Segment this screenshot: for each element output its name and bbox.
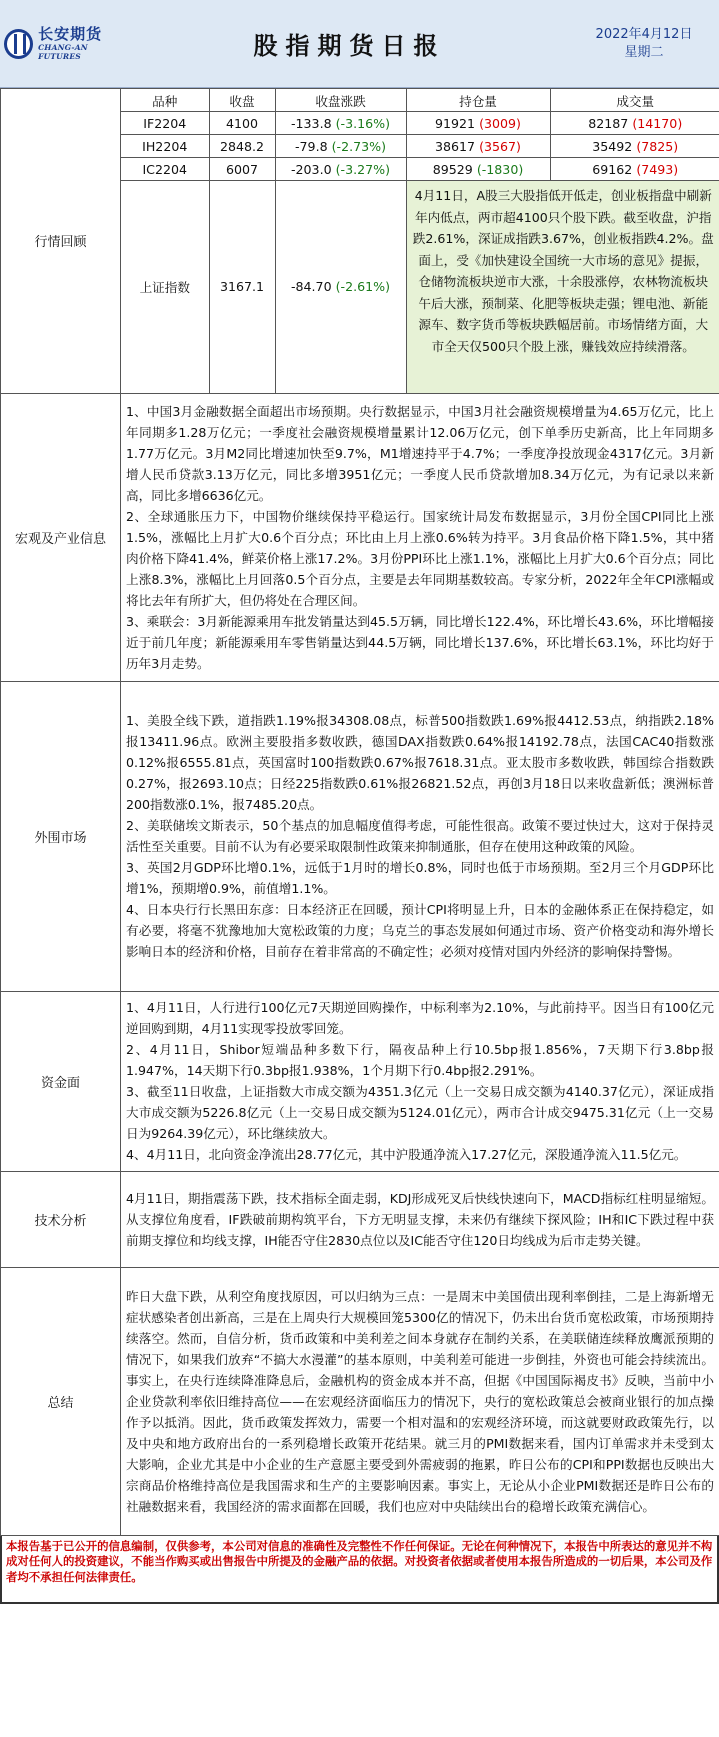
macro-content [121, 393, 719, 681]
close-change: -133.8 (-3.16%) [275, 112, 406, 135]
overseas-paragraph-3: 3、英国2月GDP环比增0.1%，远低于1月时的增长0.8%，同时也低于市场预期。至2月三个月GDP环比增1%，预期增0.9%，前值增1.1%。 [126, 860, 714, 896]
section-label-technical: 技术分析 [1, 1171, 121, 1267]
funds-content [121, 991, 719, 1171]
col-header-open-interest: 持仓量 [406, 89, 550, 112]
index-name: 上证指数 [121, 181, 209, 393]
report-date: 2022年4月12日 [595, 26, 693, 42]
index-row [121, 181, 719, 393]
col-header-name: 品种 [121, 89, 209, 112]
volume: 69162 (7493) [550, 158, 719, 181]
close-change: -79.8 (-2.73%) [275, 135, 406, 158]
volume: 82187 (14170) [550, 112, 719, 135]
report-header [0, 0, 719, 88]
report-table [0, 88, 719, 1536]
overseas-paragraph-1: 1、美股全线下跌，道指跌1.19%报34308.08点，标普500指数跌1.69%报4412.53点，纳指跌2.18%报13411.96点。欧洲主要股指多数收跌，德国DAX指数跌0.64%报14192.78点，法国CAC40指数涨0.12%报6555.81点，英国富时100指数跌0.67%报7618.31点。亚太股市多数收跌，韩国综合指数跌0.27%，报2693.10点；日经225指数跌0.61%报26821.52点，再创3月18日以来收盘新低；澳洲标普200指数涨0.1%，报7485.20点。 [126, 713, 714, 812]
open-interest: 89529 (-1830) [406, 158, 550, 181]
logo-chinese-name: 长安期货 [38, 25, 103, 43]
contract-name: IH2204 [121, 135, 209, 158]
close-price: 6007 [209, 158, 275, 181]
table-row [121, 135, 719, 158]
table-row [121, 112, 719, 135]
report-title: 股指期货日报 [253, 31, 446, 60]
market-commentary: 4月11日，A股三大股指低开低走，创业板指盘中刷新年内低点，两市超4100只个股下跌。截至收盘，沪指跌2.61%，深证成指跌3.67%，创业板指跌4.2%。盘面上，受《加快建设全国统一大市场的意见》提振，仓储物流板块逆市大涨，十余股涨停，农林物流板块午后大涨，预制菜、化肥等板块走强；锂电池、新能源车、数字货币等板块跌幅居前。市场情绪方面，大市全天仅500只个股上涨，赚钱效应持续滑落。 [406, 181, 719, 393]
close-change: -203.0 (-3.27%) [275, 158, 406, 181]
macro-paragraph-1: 1、中国3月金融数据全面超出市场预期。央行数据显示，中国3月社会融资规模增量为4.65万亿元，比上年同期多1.28万亿元；一季度社会融资规模增量累计12.06万亿元，创下单季历史新高，比上年同期多1.77万亿元。3月M2同比增速加快至9.7%，M1增速持平于4.7%；一季度净投放现金4317亿元。3月新增人民币贷款3.13万亿元，同比多增3951亿元；一季度人民币贷款增加8.34万亿元，为有记录以来新高，同比多增6636亿元。 [126, 403, 714, 503]
funds-paragraph-1: 1、4月11日，人行进行100亿元7天期逆回购操作，中标利率为2.10%，与此前持平。因当日有100亿元逆回购到期，4月11实现零投放零回笼。 [126, 1000, 714, 1036]
company-logo [0, 26, 130, 61]
table-row [121, 158, 719, 181]
contract-name: IF2204 [121, 112, 209, 135]
col-header-close: 收盘 [209, 89, 275, 112]
logo-emblem-icon [4, 29, 33, 59]
contract-name: IC2204 [121, 158, 209, 181]
index-change: -84.70 (-2.61%) [275, 181, 406, 393]
technical-content: 4月11日，期指震荡下跌，技术指标全面走弱，KDJ形成死叉后快线快速向下，MACD指标红柱明显缩短。从支撑位角度看，IF跌破前期构筑平台，下方无明显支撑，未来仍有继续下探风险；IH和IC下跌过程中获前期支撑位和均线支撑，IH能否守住2830点位以及IC能否守住120日均线成为后市走势关键。 [121, 1171, 719, 1267]
overseas-content [121, 681, 719, 991]
open-interest: 38617 (3567) [406, 135, 550, 158]
close-price: 4100 [209, 112, 275, 135]
section-label-overseas: 外围市场 [1, 681, 121, 991]
col-header-change: 收盘涨跌 [275, 89, 406, 112]
volume: 35492 (7825) [550, 135, 719, 158]
section-label-funds: 资金面 [1, 991, 121, 1171]
macro-paragraph-3: 3、乘联会：3月新能源乘用车批发销量达到45.5万辆，同比增长122.4%，环比增长43.6%，环比增幅接近于前几年度；新能源乘用车零售销量达到44.5万辆，同比增长137.6%，环比增长63.1%，环比均好于历年3月走势。 [126, 613, 714, 671]
overseas-paragraph-4: 4、日本央行行长黑田东彦：日本经济正在回暖，预计CPI将明显上升，日本的金融体系正在保持稳定，如有必要，将毫不犹豫地加大宽松政策的力度；乌克兰的事态发展如何通过市场、资产价格变动和海外增长影响日本的经济和价格，目前存在着非常高的不确定性；必须对疫情对国内外经济的影响保持警惕。 [126, 902, 714, 959]
close-price: 2848.2 [209, 135, 275, 158]
index-close: 3167.1 [209, 181, 275, 393]
report-weekday: 星期二 [624, 44, 664, 60]
quote-header-row [121, 89, 719, 112]
overseas-paragraph-2: 2、美联储埃文斯表示，50个基点的加息幅度值得考虑，可能性很高。政策不要过快过大，这对于保持灵活性至关重要。目前不认为有必要采取限制性政策来抑制通胀，但存在使用这种政策的风险。 [126, 818, 714, 854]
macro-paragraph-2: 2、全球通胀压力下，中国物价继续保持平稳运行。国家统计局发布数据显示，3月份全国CPI同比上涨1.5%，涨幅比上月扩大0.6个百分点；环比由上月上涨0.6%转为持平。3月食品价格下降1.5%，其中猪肉价格下降41.4%，鲜菜价格上涨17.2%。3月份PPI环比上涨1.1%，涨幅比上月扩大0.6个百分点；同比上涨8.3%，涨幅比上月回落0.5个百分点，主要是去年同期基数较高。专家分析，2022年全年CPI涨幅或将比去年有所扩大，但仍将处在合理区间。 [126, 508, 714, 608]
summary-content: 昨日大盘下跌，从利空角度找原因，可以归纳为三点：一是周末中美国债出现利率倒挂，二是上海新增无症状感染者创出新高，三是在上周央行大规模回笼5300亿的情况下，仍未出台货币宽松政策，市场预期持续落空。然而，自信分析，货币政策和中美利差之间本身就存在制约关系，在美联储连续释放鹰派预期的情况下，如果我们放弃“不搞大水漫灌”的基本原则，中美利差可能进一步倒挂，外资也可能会持续流出。事实上，在央行连续降准降息后，金融机构的资金成本并不高，但据《中国国际褐皮书》反映，当前中小企业贷款利率依旧维持高位——在宏观经济面临压力的情况下，央行的宽松政策总会被商业银行的加点操作予以抵消。因此，货币政策发挥效力，需要一个相对温和的宏观经济环境，而这就要财政政策先行，以及中央和地方政府出台的一系列稳增长政策开花结果。就三月的PMI数据来看，国内订单需求并未受到太大影响，企业尤其是中小企业的生产意愿主要受到外需疲弱的拖累，昨日公布的CPI和PPI数据也反映出大宗商品价格维持高位是我国需求和生产的主要影响因素。事实上，无论从小企业PMI数据还是昨日公布的社融数据来看，我国经济的需求面都在回暖，我们也应对中央陆续出台的稳增长政策充满信心。 [121, 1267, 719, 1535]
col-header-volume: 成交量 [550, 89, 719, 112]
funds-paragraph-3: 3、截至11日收盘，上证指数大市成交额为4351.3亿元（上一交易日成交额为4140.37亿元），深证成指大市成交额为5226.8亿元（上一交易日成交额为5124.01亿元），两市合计成交9475.31亿元（上一交易日为9264.39亿元），环比继续放大。 [126, 1084, 714, 1141]
disclaimer: 本报告基于已公开的信息编制，仅供参考，本公司对信息的准确性及完整性不作任何保证。无论在何种情况下，本报告中所表达的意见并不构成对任何人的投资建议，不能当作购买或出售报告中所提及的金融产品的依据。对投资者依据或者使用本报告所造成的一切后果，本公司及作者均不承担任何法律责任。 [0, 1536, 719, 1604]
report-date-block [569, 26, 719, 62]
section-label-summary: 总结 [1, 1267, 121, 1535]
open-interest: 91921 (3009) [406, 112, 550, 135]
section-label-market-review: 行情回顾 [1, 89, 121, 394]
quote-table [121, 89, 719, 393]
funds-paragraph-2: 2、4月11日，Shibor短端品种多数下行，隔夜品种上行10.5bp报1.856%，7天期下行3.8bp报1.947%，14天期下行0.3bp报1.938%，1个月期下行0.4bp报2.291%。 [126, 1042, 714, 1078]
section-label-macro: 宏观及产业信息 [1, 393, 121, 681]
logo-english-name: CHANG-AN FUTURES [38, 43, 88, 61]
funds-paragraph-4: 4、4月11日，北向资金净流出28.77亿元，其中沪股通净流入17.27亿元，深股通净流入11.5亿元。 [126, 1147, 687, 1162]
